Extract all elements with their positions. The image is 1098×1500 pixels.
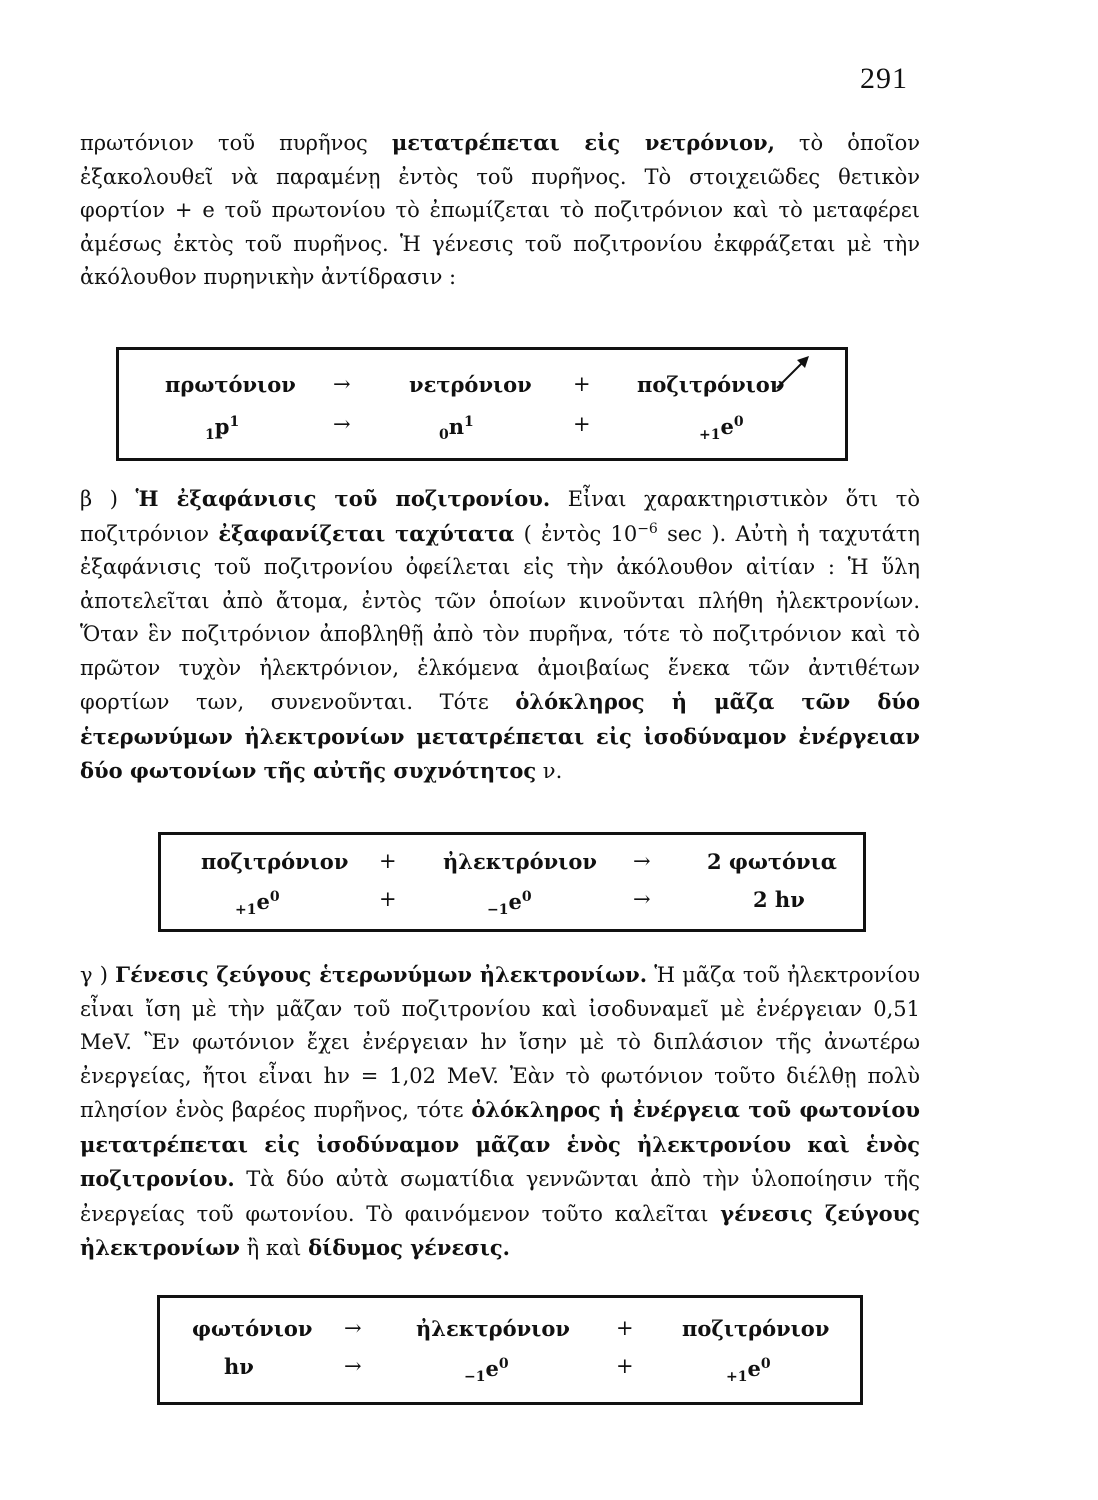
eq2-positron-symbol: $_{+1}e^0$ [235,889,280,919]
text-run: τὸ ὁποῖον ἐξακολουθεῖ νὰ παραμένῃ ἐντὸς τοῦ πυρῆνος. Τὸ στοιχειῶδες θετικὸν φορτίον + e τοῦ πρωτονίου τὸ ἐπωμίζεται τὸ ποζιτρόνιον καὶ τὸ μεταφέρει ἀμέσως ἐκτὸς τοῦ πυρῆνος. Ἡ γένεσις τοῦ ποζιτρονίου ἐκφράζεται μὲ τὴν ἀκόλουθον πυρηνικὴν ἀντίδρασιν : [80,131,920,289]
text-run: ( ἐντὸς 10 [514,521,638,546]
eq1-plus-1: + [573,372,591,396]
eq2-photon-energy: 2 hν [753,887,805,912]
eq2-electron-symbol: $_{-1}e^0$ [487,889,532,919]
eq2-electron-word: ἠλεκτρόνιον [443,849,597,874]
eq2-arrow-2: → [633,887,651,911]
eq3-arrow-1: → [344,1316,362,1340]
text-run: sec ). Αὐτὴ ἡ ταχυτάτη ἐξαφάνισις τοῦ ποζιτρονίου ὀφείλεται εἰς τὴν ἀκόλουθον αἰτίαν : Ἡ ὕλη ἀποτελεῖται ἀπὸ ἄτομα, ἐντὸς τῶν ὁποίων κινοῦνται πλήθη ἠλεκτρονίων. Ὅταν ἓν ποζιτρόνιον ἀποβληθῇ ἀπὸ τὸν πυρῆνα, τότε τὸ ποζιτρόνιον καὶ τὸ πρῶτον τυχὸν ἠλεκτρόνιον, ἑλκόμενα ἀμοιβαίως ἕνεκα τῶν ἀντιθέτων φορτίων των, συνενοῦνται. Τότε [80,521,920,714]
eq3-arrow-2: → [344,1354,362,1378]
eq1-proton-word: πρωτόνιον [165,372,296,397]
eq3-plus-2: + [616,1354,634,1378]
eq1-positron-word: ποζιτρόνιον [637,372,785,397]
text-run: πρωτόνιον τοῦ πυρῆνος [80,131,392,155]
eq3-photon-energy: hν [224,1354,254,1379]
equation-box-pair-production [157,1295,863,1405]
eq3-electron-word: ἠλεκτρόνιον [416,1316,570,1341]
section-label: γ ) [80,963,116,987]
eq1-neutron-symbol: $_0n^1$ [439,414,474,444]
bold-run: γένεσις ζεύγους ἠλεκτρονίων [80,1200,920,1260]
eq1-plus-2: + [573,412,591,436]
page-number: 291 [860,62,908,95]
equation-box-annihilation [158,832,866,932]
emission-arrow-icon [773,352,813,392]
text-run: Τὰ δύο αὐτὰ σωματίδια γεννῶνται ἀπὸ τὴν ὑλοποίησιν τῆς ἐνεργείας τοῦ φωτονίου. Τὸ φαινόμενον τοῦτο καλεῖται [80,1167,920,1226]
eq2-plus-2: + [379,887,397,911]
eq1-neutron-word: νετρόνιον [409,372,532,397]
eq1-positron-symbol: $_{+1}e^0$ [699,414,744,444]
eq2-positron-word: ποζιτρόνιον [201,849,349,874]
eq1-arrow-1: → [333,372,351,396]
bold-run: ὁλόκληρος ἡ μᾶζα τῶν δύο ἑτερωνύμων ἠλεκτρονίων μετατρέπεται εἰς ἰσοδύναμον ἐνέργειαν δύο φωτονίων τῆς αὐτῆς συχνότητος [80,689,920,783]
eq2-plus-1: + [379,849,397,873]
eq3-photon-word: φωτόνιον [192,1316,313,1341]
bold-run: δίδυμος γένεσις. [308,1235,510,1260]
paragraph-proton-conversion [80,126,920,295]
section-label: β ) [80,487,136,511]
eq3-positron-word: ποζιτρόνιον [682,1316,830,1341]
bold-run: ἐξαφανίζεται ταχύτατα [218,520,515,546]
text-run: ἢ καὶ [239,1236,309,1260]
paragraph-positron-annihilation [80,482,920,789]
paragraph-pair-production [80,958,920,1266]
section-title: Ἡ ἐξαφάνισις τοῦ ποζιτρονίου. [135,486,551,511]
eq2-photons-word: 2 φωτόνια [707,849,837,874]
bold-run: μετατρέπεται εἰς νετρόνιον, [391,130,775,155]
equation-box-positron-emission [116,347,848,461]
text-run: Εἶναι χαρακτηριστικὸν ὅτι τὸ ποζιτρόνιον [80,487,921,546]
exponent: −6 [637,520,658,537]
bold-run: ὁλόκληρος ἡ ἐνέργεια τοῦ φωτονίου μετατρέπεται εἰς ἰσοδύναμον μᾶζαν ἑνὸς ἠλεκτρονίου καὶ ἑνὸς ποζιτρονίου. [80,1097,920,1191]
eq2-arrow-1: → [633,849,651,873]
eq3-electron-symbol: $_{-1}e^0$ [464,1356,509,1386]
eq1-arrow-2: → [333,412,351,436]
eq1-proton-symbol: $_1p^1$ [205,414,240,444]
section-title: Γένεσις ζεύγους ἑτερωνύμων ἠλεκτρονίων. [115,962,648,987]
text-run: Ἡ μᾶζα τοῦ ἠλεκτρονίου εἶναι ἴση μὲ τὴν μᾶζαν τοῦ ποζιτρονίου καὶ ἰσοδυναμεῖ μὲ ἐνέργειαν 0,51 MeV. Ἓν φωτόνιον ἔχει ἐνέργειαν hν ἴσην μὲ τὸ διπλάσιον τῆς ἀνωτέρω ἐνεργείας, ἤτοι εἶναι hν = 1,02 MeV. Ἐὰν τὸ φωτόνιον τοῦτο διέλθῃ πολὺ πλησίον ἑνὸς βαρέος πυρῆνος, τότε [80,963,920,1122]
eq3-positron-symbol: $_{+1}e^0$ [726,1356,771,1386]
text-run: ν. [536,759,563,783]
eq3-plus-1: + [616,1316,634,1340]
